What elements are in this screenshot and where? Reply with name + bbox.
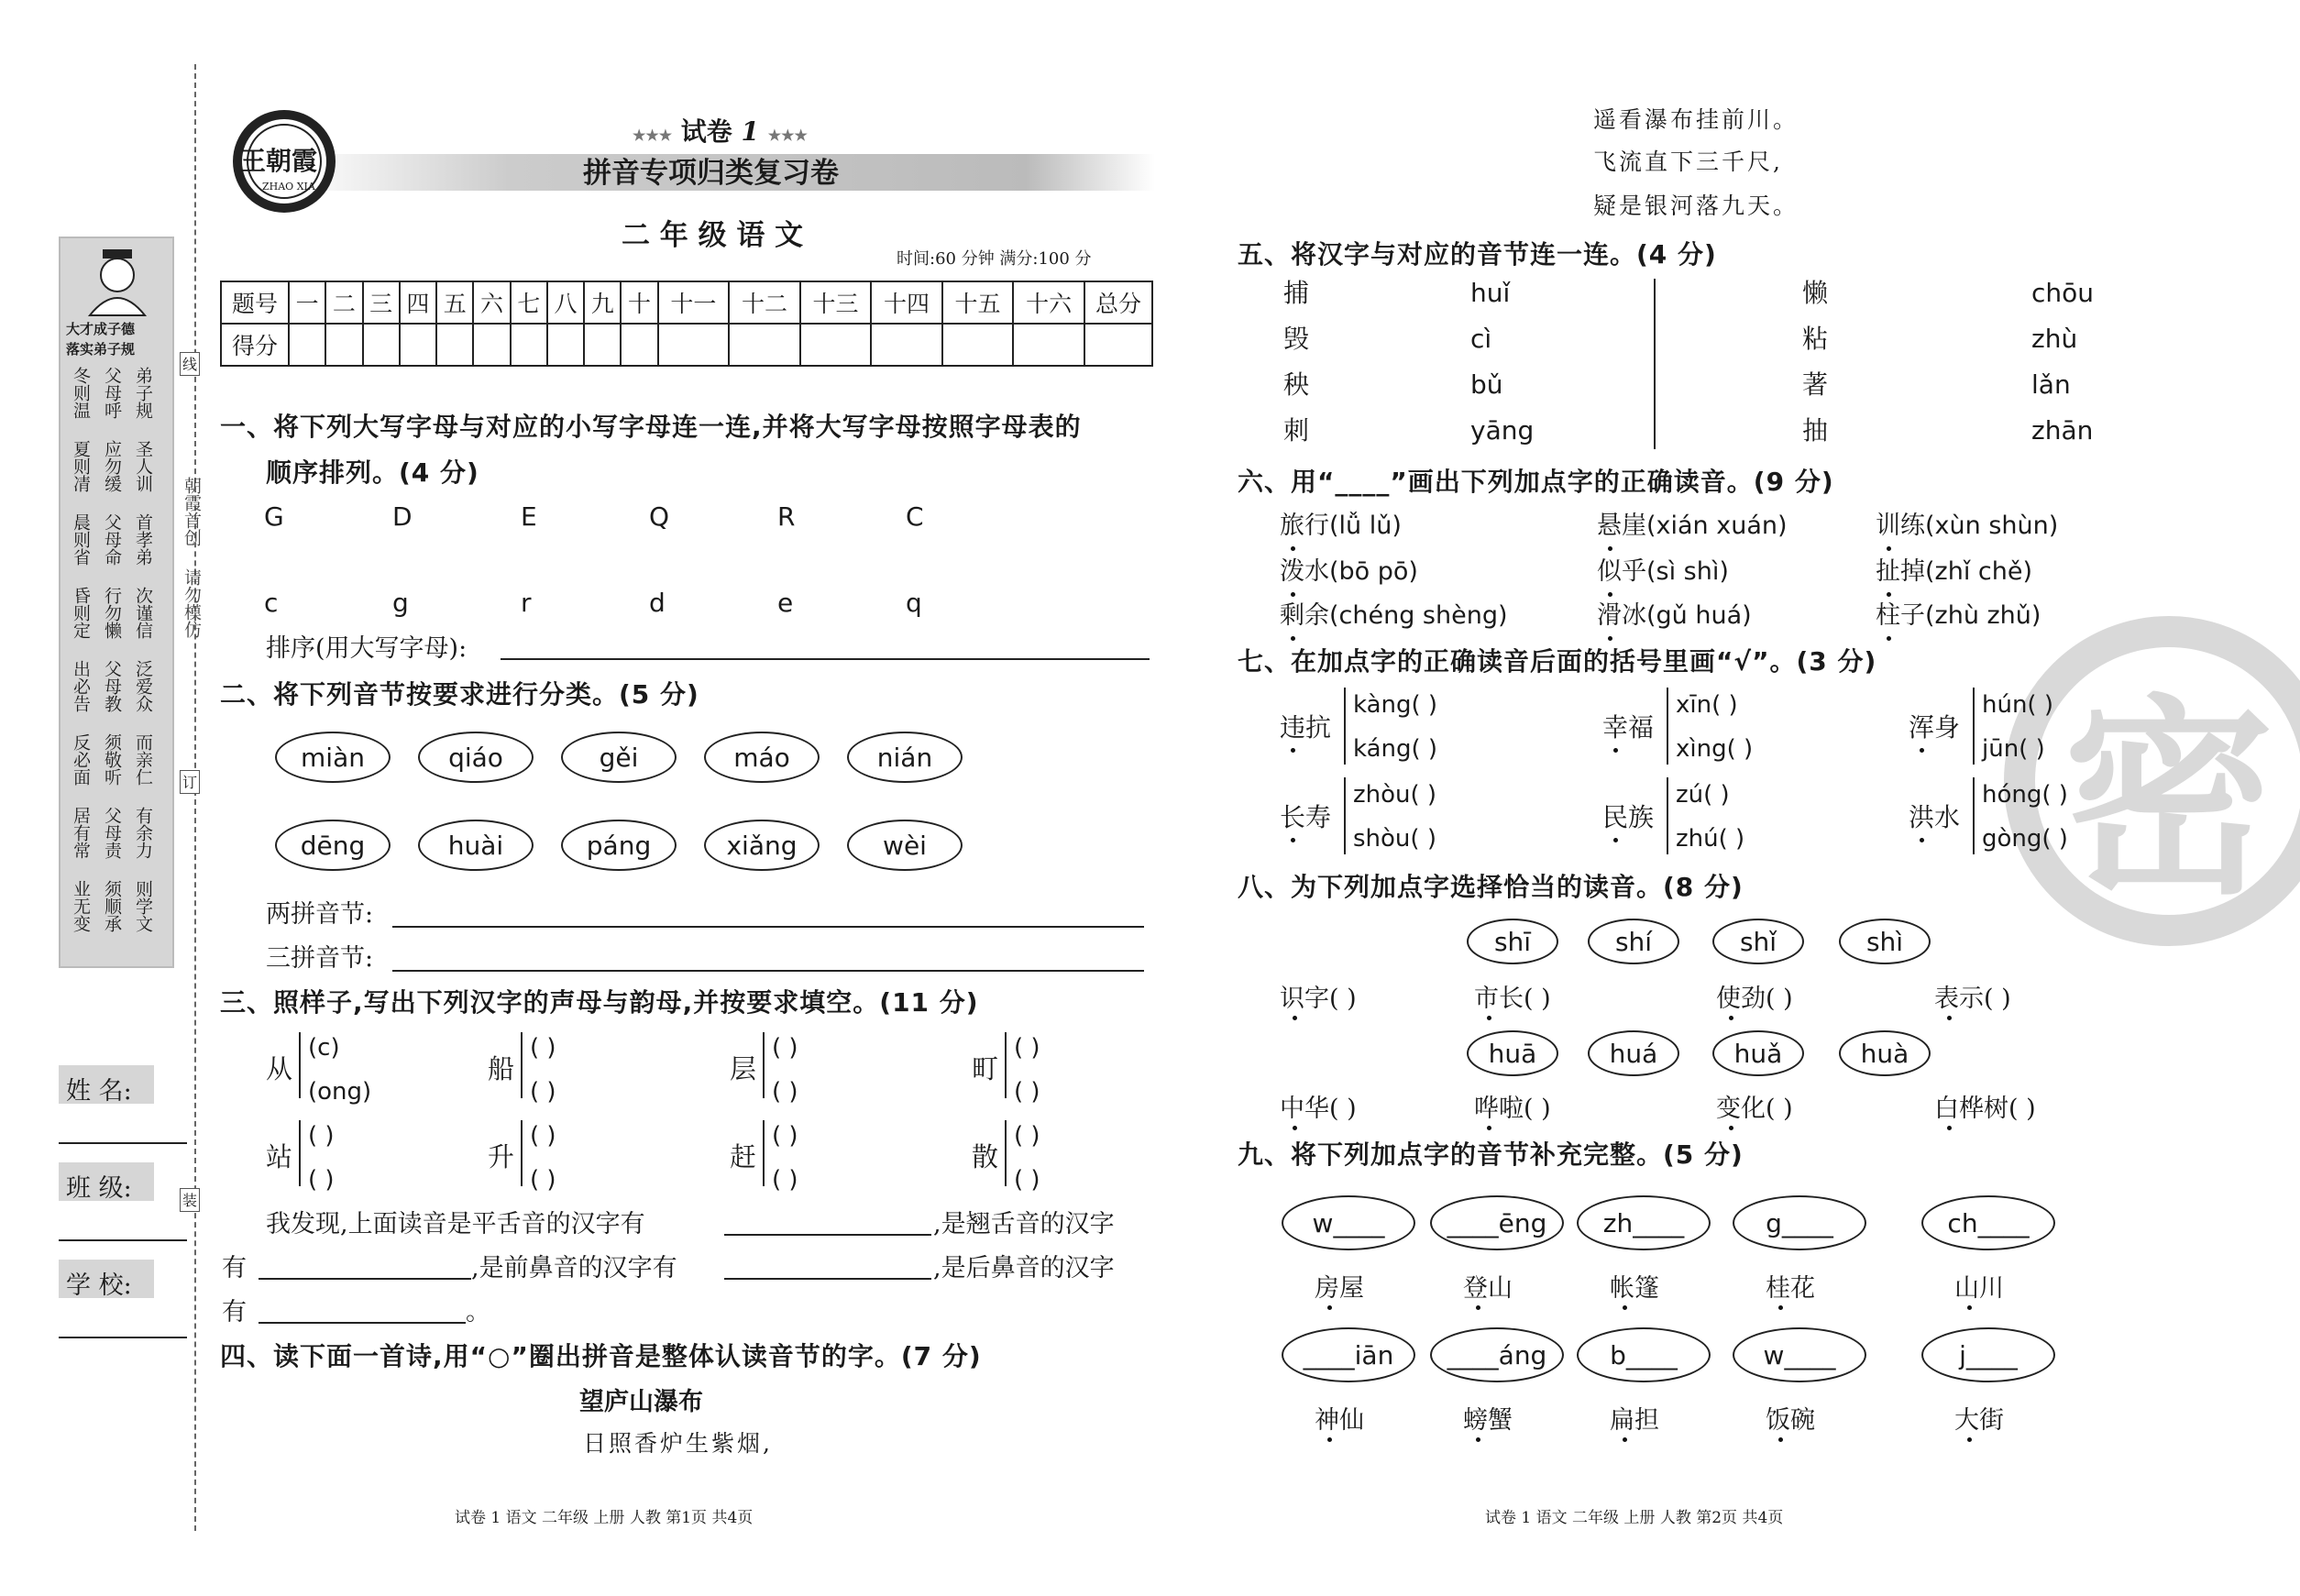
q3-char: 町 xyxy=(972,1053,999,1084)
emphasis-dot-q6 xyxy=(1608,592,1612,597)
q5-char[interactable]: 毁 xyxy=(1283,324,1310,354)
q3-blank-initial[interactable]: ( ) xyxy=(772,1034,798,1062)
q3-blank4[interactable] xyxy=(259,1322,466,1324)
score-cell[interactable] xyxy=(289,324,325,366)
score-header-cell: 十四 xyxy=(871,281,942,324)
q3-char: 站 xyxy=(266,1141,293,1172)
q5-char[interactable]: 懒 xyxy=(1802,278,1829,308)
poem-line-1: 日照香炉生紫烟, xyxy=(583,1430,773,1457)
star-icon: ★★★ xyxy=(767,127,808,144)
score-header-cell: 十一 xyxy=(658,281,730,324)
emphasis-dot-q7 xyxy=(1291,838,1295,842)
q3-blank-final[interactable]: ( ) xyxy=(1014,1166,1040,1194)
q5-syllable[interactable]: huǐ xyxy=(1470,278,1511,308)
brace-icon xyxy=(1344,777,1351,854)
motto-column: 晨则省 xyxy=(71,513,91,566)
q3-char: 赶 xyxy=(730,1141,757,1172)
q7-word: 民族 xyxy=(1602,802,1655,832)
score-cell[interactable] xyxy=(547,324,584,366)
q7-option[interactable]: káng( ) xyxy=(1353,735,1438,763)
q9-word: 房屋 xyxy=(1315,1274,1364,1303)
q7-option[interactable]: jūn( ) xyxy=(1982,735,2045,763)
q2-title: 二、将下列音节按要求进行分类。(5 分) xyxy=(220,679,699,710)
vertical-label-1: 朝霞首创 xyxy=(182,477,202,546)
score-header-cell: 一 xyxy=(289,281,325,324)
score-cell[interactable] xyxy=(1084,324,1152,366)
q7-option[interactable]: zú( ) xyxy=(1676,781,1730,809)
syllable-cloud: shí xyxy=(1588,919,1679,964)
q7-word: 洪水 xyxy=(1909,802,1961,832)
syllable-cloud: máo xyxy=(704,732,820,783)
brace-icon xyxy=(299,1120,306,1186)
q1-sort-field[interactable] xyxy=(501,658,1150,660)
name-label: 姓 名: xyxy=(59,1065,154,1104)
motto-column: 夏则凊 xyxy=(71,440,91,492)
syllable-cloud: huǎ xyxy=(1712,1030,1804,1076)
q2-label1: 两拼音节: xyxy=(266,900,374,929)
q8-item[interactable]: 识字( ) xyxy=(1280,985,1357,1013)
class-field[interactable] xyxy=(59,1239,187,1241)
q1-upper-letter[interactable]: Q xyxy=(649,501,670,532)
q9-word: 桂花 xyxy=(1766,1274,1815,1303)
motto-column: 则学文 xyxy=(133,880,153,932)
emphasis-dot-q8 xyxy=(1947,1016,1952,1020)
motto-column: 次谨信 xyxy=(133,587,153,639)
score-cell[interactable] xyxy=(584,324,621,366)
emphasis-dot-q6 xyxy=(1608,546,1612,551)
q3-blank-final[interactable]: ( ) xyxy=(1014,1078,1040,1106)
syllable-cloud[interactable]: ____ēng xyxy=(1430,1195,1564,1250)
q3-fill2: ,是翘舌音的汉字 xyxy=(933,1210,1115,1238)
syllable-cloud[interactable]: g____ xyxy=(1733,1195,1866,1250)
q6-item[interactable]: 扯掉(zhǐ chě) xyxy=(1876,557,2033,586)
q3-blank-initial[interactable]: ( ) xyxy=(1014,1122,1040,1150)
syllable-cloud: huà xyxy=(1839,1030,1931,1076)
q5-syllable[interactable]: cì xyxy=(1470,324,1492,354)
syllable-cloud: miàn xyxy=(275,732,391,783)
score-cell[interactable] xyxy=(1013,324,1084,366)
logo-sub: ZHAO XIA xyxy=(262,181,315,193)
syllable-cloud: huá xyxy=(1588,1030,1679,1076)
score-cell[interactable] xyxy=(729,324,800,366)
poem-line-2: 遥看瀑布挂前川。 xyxy=(1593,106,1799,133)
score-cell[interactable] xyxy=(363,324,400,366)
q5-syllable[interactable]: zhān xyxy=(2031,415,2094,446)
q3-fill7: 。 xyxy=(466,1298,490,1326)
q3-example-final: (ong) xyxy=(308,1078,372,1106)
page-title: 拼音专项归类复习卷 xyxy=(583,157,839,190)
emphasis-dot-q6 xyxy=(1887,546,1891,551)
q1-lower-letter[interactable]: g xyxy=(392,588,409,618)
school-field[interactable] xyxy=(59,1337,187,1338)
q3-blank1[interactable] xyxy=(724,1234,931,1236)
q1-lower-letter[interactable]: e xyxy=(777,588,794,618)
motto-column: 业无变 xyxy=(71,880,91,932)
motto-column: 父母教 xyxy=(102,660,122,712)
motto-column: 泛爱众 xyxy=(133,660,153,712)
vertical-label-2: 请勿模仿 xyxy=(182,568,202,638)
motto-column: 行勿懒 xyxy=(102,587,122,639)
score-header-cell: 八 xyxy=(547,281,584,324)
motto-grid xyxy=(73,367,169,963)
motto-column: 反必面 xyxy=(71,733,91,786)
emphasis-dot-q8 xyxy=(1947,1126,1952,1130)
q3-fill5: ,是后鼻音的汉字 xyxy=(933,1254,1115,1282)
q5-char[interactable]: 抽 xyxy=(1802,415,1829,446)
motto-column: 首孝弟 xyxy=(133,513,153,566)
score-header-cell: 十五 xyxy=(942,281,1014,324)
score-header-cell: 四 xyxy=(400,281,436,324)
emphasis-dot-q9 xyxy=(1623,1437,1627,1442)
motto-column: 出必告 xyxy=(71,660,91,712)
q9-word: 神仙 xyxy=(1315,1406,1364,1435)
brace-icon xyxy=(1667,688,1674,765)
q3-blank2[interactable] xyxy=(259,1278,471,1280)
emphasis-dot-q9 xyxy=(1327,1437,1332,1442)
brace-icon xyxy=(1667,777,1674,854)
emphasis-dot-q6 xyxy=(1887,592,1891,597)
motto-column: 冬则温 xyxy=(71,367,91,419)
syllable-cloud: nián xyxy=(847,732,963,783)
score-cell[interactable] xyxy=(658,324,730,366)
q5-title: 五、将汉字与对应的音节连一连。(4 分) xyxy=(1238,239,1717,270)
q8-item[interactable]: 市长( ) xyxy=(1474,985,1551,1013)
q1-upper-letter[interactable]: C xyxy=(906,501,924,532)
emphasis-dot-q7 xyxy=(1613,838,1618,842)
score-table xyxy=(220,281,1153,367)
emphasis-dot-q7 xyxy=(1920,748,1924,753)
q3-char: 散 xyxy=(972,1141,999,1172)
q9-word: 螃蟹 xyxy=(1463,1406,1513,1435)
q5-char[interactable]: 捕 xyxy=(1283,278,1310,308)
q3-blank-final[interactable]: ( ) xyxy=(308,1166,335,1194)
q3-blank-initial[interactable]: ( ) xyxy=(1014,1034,1040,1062)
footer-right: 试卷 1 语文 二年级 上册 人教 第2页 共4页 xyxy=(1485,1509,1784,1527)
score-cell[interactable] xyxy=(800,324,872,366)
poem-title: 望庐山瀑布 xyxy=(579,1388,703,1416)
q6-item[interactable]: 似乎(sì shì) xyxy=(1597,557,1729,586)
score-cell[interactable] xyxy=(400,324,436,366)
motto-column: 应勿缓 xyxy=(102,440,122,492)
q1-title: 一、将下列大写字母与对应的小写字母连一连,并将大写字母按照字母表的 xyxy=(220,412,1082,442)
poem-line-4: 疑是银河落九天。 xyxy=(1593,193,1799,219)
emphasis-dot-q6 xyxy=(1608,636,1612,641)
subject: 二 年 级 语 文 xyxy=(622,219,804,252)
score-header-cell: 十二 xyxy=(729,281,800,324)
q9-word: 帐篷 xyxy=(1610,1274,1659,1303)
logo-text: 王朝霞 xyxy=(240,146,318,176)
q3-blank-final[interactable]: ( ) xyxy=(530,1078,556,1106)
q9-word: 山川 xyxy=(1954,1274,2004,1303)
q8-item[interactable]: 使劲( ) xyxy=(1716,985,1793,1013)
time-info: 时间:60 分钟 满分:100 分 xyxy=(897,249,1092,269)
q5-char[interactable]: 秧 xyxy=(1283,369,1310,400)
brace-icon xyxy=(763,1120,770,1186)
emphasis-dot-q8 xyxy=(1729,1126,1733,1130)
emphasis-dot-q8 xyxy=(1487,1126,1491,1130)
q1-upper-letter[interactable]: G xyxy=(264,501,284,532)
seal-char-2: 订 xyxy=(180,770,200,794)
sidebar-panel xyxy=(59,237,174,968)
q5-char[interactable]: 刺 xyxy=(1283,415,1310,446)
q9-word: 大街 xyxy=(1954,1406,2004,1435)
brace-icon xyxy=(521,1120,528,1186)
q7-option[interactable]: zhú( ) xyxy=(1676,825,1745,853)
score-header-cell: 六 xyxy=(473,281,510,324)
score-header-cell: 十 xyxy=(621,281,657,324)
q3-blank-final[interactable]: ( ) xyxy=(772,1078,798,1106)
motto-column: 圣人训 xyxy=(133,440,153,492)
emphasis-dot-q6 xyxy=(1291,546,1295,551)
q7-title: 七、在加点字的正确读音后面的括号里画“√”。(3 分) xyxy=(1238,646,1877,677)
q8-item[interactable]: 中华( ) xyxy=(1280,1095,1357,1123)
emphasis-dot-q9 xyxy=(1476,1305,1480,1310)
q7-option[interactable]: gòng( ) xyxy=(1982,825,2068,853)
syllable-cloud: shì xyxy=(1839,919,1931,964)
q9-title: 九、将下列加点字的音节补充完整。(5 分) xyxy=(1238,1139,1744,1170)
emphasis-dot-q9 xyxy=(1778,1437,1783,1442)
emphasis-dot-q7 xyxy=(1291,748,1295,753)
score-cell[interactable] xyxy=(473,324,510,366)
brace-icon xyxy=(763,1032,770,1098)
syllable-cloud: shī xyxy=(1467,919,1558,964)
syllable-cloud: xiǎng xyxy=(704,820,820,871)
q7-word: 浑身 xyxy=(1909,712,1961,743)
q6-title: 六、用“____”画出下列加点字的正确读音。(9 分) xyxy=(1238,467,1834,497)
emphasis-dot-q7 xyxy=(1920,838,1924,842)
emphasis-dot-q8 xyxy=(1293,1016,1297,1020)
score-header-cell: 五 xyxy=(436,281,473,324)
motto-column: 父母呼 xyxy=(102,367,122,419)
q7-option[interactable]: hóng( ) xyxy=(1982,781,2068,809)
q9-word: 扁担 xyxy=(1610,1406,1659,1435)
q6-item[interactable]: 悬崖(xián xuán) xyxy=(1597,512,1788,540)
q3-char: 层 xyxy=(730,1053,757,1084)
q1-upper-letter[interactable]: E xyxy=(521,501,537,532)
emphasis-dot-q9 xyxy=(1778,1305,1783,1310)
score-header-cell: 七 xyxy=(511,281,547,324)
brace-icon xyxy=(1973,688,1980,765)
q8-item[interactable]: 变化( ) xyxy=(1716,1095,1793,1123)
q3-fill1: 我发现,上面读音是平舌音的汉字有 xyxy=(266,1210,645,1238)
star-icon: ★★★ xyxy=(633,127,673,144)
poem-line-3: 飞流直下三千尺, xyxy=(1593,149,1783,175)
motto-column: 居有常 xyxy=(71,807,91,859)
motto-column: 昏则定 xyxy=(71,587,91,639)
q7-option[interactable]: kàng( ) xyxy=(1353,691,1438,719)
seal-char-3: 装 xyxy=(180,1188,200,1212)
seal-char-1: 线 xyxy=(180,352,200,376)
q5-syllable[interactable]: lǎn xyxy=(2031,369,2071,400)
syllable-cloud[interactable]: w____ xyxy=(1282,1195,1415,1250)
q3-fill3: 有 xyxy=(222,1254,247,1282)
syllable-cloud[interactable]: ____iān xyxy=(1282,1327,1415,1382)
score-header-cell: 十六 xyxy=(1013,281,1084,324)
q5-char[interactable]: 著 xyxy=(1802,369,1829,400)
binding-line xyxy=(194,64,196,1531)
q1-title-cont: 顺序排列。(4 分) xyxy=(266,457,479,488)
score-row-label: 得分 xyxy=(221,324,289,366)
q9-word: 饭碗 xyxy=(1766,1406,1815,1435)
q3-char: 升 xyxy=(488,1141,515,1172)
q5-syllable[interactable]: bǔ xyxy=(1470,369,1503,400)
q3-fill6: 有 xyxy=(222,1298,247,1326)
score-cell[interactable] xyxy=(511,324,547,366)
emphasis-dot-q6 xyxy=(1291,636,1295,641)
q7-option[interactable]: xīn( ) xyxy=(1676,691,1738,719)
syllable-cloud: wèi xyxy=(847,820,963,871)
q1-lower-letter[interactable]: r xyxy=(521,588,532,618)
q8-item[interactable]: 表示( ) xyxy=(1934,985,2011,1013)
motto-column: 父母命 xyxy=(102,513,122,566)
q8-item[interactable]: 白桦树( ) xyxy=(1934,1095,2036,1123)
emphasis-dot-q9 xyxy=(1327,1305,1332,1310)
mascot-line1: 大才成子德 xyxy=(66,321,136,337)
q5-divider xyxy=(1654,279,1656,449)
q6-item[interactable]: 训练(xùn shùn) xyxy=(1876,512,2059,540)
syllable-cloud: páng xyxy=(561,820,677,871)
q7-word: 长寿 xyxy=(1280,802,1332,832)
q1-lower-letter[interactable]: c xyxy=(264,588,279,618)
q3-char: 从 xyxy=(266,1053,293,1084)
syllable-cloud[interactable]: b____ xyxy=(1577,1327,1711,1382)
q3-blank3[interactable] xyxy=(724,1278,931,1280)
motto-column: 弟子规 xyxy=(133,367,153,419)
q6-item[interactable]: 柱子(zhù zhǔ) xyxy=(1876,601,2041,630)
syllable-cloud: huài xyxy=(418,820,534,871)
q6-item[interactable]: 旅行(lǚ lǔ) xyxy=(1280,512,1402,540)
q2-label2: 三拼音节: xyxy=(266,944,374,973)
q7-option[interactable]: hún( ) xyxy=(1982,691,2053,719)
motto-column: 而亲仁 xyxy=(133,733,153,786)
motto-column: 须敬听 xyxy=(102,733,122,786)
score-header-row xyxy=(221,281,1152,324)
brace-icon xyxy=(1344,688,1351,765)
q6-item[interactable]: 泼水(bō pō) xyxy=(1280,557,1418,586)
emphasis-dot-q7 xyxy=(1613,748,1618,753)
q3-fill4: ,是前鼻音的汉字有 xyxy=(471,1254,677,1282)
mascot-line2: 落实弟子规 xyxy=(66,341,136,358)
syllable-cloud[interactable]: j____ xyxy=(1921,1327,2055,1382)
emphasis-dot-q9 xyxy=(1967,1305,1972,1310)
brace-icon xyxy=(299,1032,306,1098)
brace-icon xyxy=(1005,1032,1012,1098)
score-cell[interactable] xyxy=(871,324,942,366)
motto-column: 有余力 xyxy=(133,807,153,859)
score-cell[interactable] xyxy=(436,324,473,366)
q3-title: 三、照样子,写出下列汉字的声母与韵母,并按要求填空。(11 分) xyxy=(220,987,979,1018)
q7-option[interactable]: shòu( ) xyxy=(1353,825,1436,853)
q9-word: 登山 xyxy=(1463,1274,1513,1303)
emphasis-dot-q6 xyxy=(1887,636,1891,641)
q2-field2[interactable] xyxy=(392,970,1144,972)
emphasis-dot-q8 xyxy=(1487,1016,1491,1020)
q5-syllable[interactable]: zhù xyxy=(2031,324,2078,354)
syllable-cloud[interactable]: zh____ xyxy=(1577,1195,1711,1250)
motto-column: 父母责 xyxy=(102,807,122,859)
brace-icon xyxy=(521,1032,528,1098)
q5-syllable[interactable]: yāng xyxy=(1470,415,1535,446)
q8-title: 八、为下列加点字选择恰当的读音。(8 分) xyxy=(1238,872,1744,902)
syllable-cloud: gěi xyxy=(561,732,677,783)
q3-blank-initial[interactable]: ( ) xyxy=(530,1034,556,1062)
q4-title: 四、读下面一首诗,用“○”圈出拼音是整体认读音节的字。(7 分) xyxy=(220,1341,982,1371)
q3-blank-initial[interactable]: ( ) xyxy=(772,1122,798,1150)
score-header-cell: 题号 xyxy=(221,281,289,324)
q7-option[interactable]: zhòu( ) xyxy=(1353,781,1437,809)
q1-upper-letter[interactable]: R xyxy=(777,501,796,532)
q8-item[interactable]: 哗啦( ) xyxy=(1474,1095,1551,1123)
q1-lower-letter[interactable]: q xyxy=(906,588,922,618)
score-header-cell: 十三 xyxy=(800,281,872,324)
brace-icon xyxy=(1005,1120,1012,1186)
syllable-cloud[interactable]: ____áng xyxy=(1430,1327,1564,1382)
q1-sort-label: 排序(用大写字母): xyxy=(266,634,468,663)
q1-lower-letter[interactable]: d xyxy=(649,588,666,618)
paper-label: ★★★ 试卷 1 ★★★ xyxy=(633,116,808,147)
class-label: 班 级: xyxy=(59,1162,154,1201)
confidential-watermark: 密 xyxy=(2004,616,2300,946)
score-header-cell: 总分 xyxy=(1084,281,1152,324)
syllable-cloud: shǐ xyxy=(1712,919,1804,964)
footer-left: 试卷 1 语文 二年级 上册 人教 第1页 共4页 xyxy=(455,1509,754,1527)
score-cell[interactable] xyxy=(942,324,1014,366)
q7-word: 违抗 xyxy=(1280,712,1332,743)
mascot-icon xyxy=(81,244,154,317)
name-field[interactable] xyxy=(59,1142,187,1144)
emphasis-dot-q8 xyxy=(1729,1016,1733,1020)
score-input-row xyxy=(221,324,1152,366)
emphasis-dot-q9 xyxy=(1476,1437,1480,1442)
score-header-cell: 二 xyxy=(325,281,362,324)
motto-column: 须顺承 xyxy=(102,880,122,932)
emphasis-dot-q6 xyxy=(1291,592,1295,597)
syllable-cloud: dēng xyxy=(275,820,391,871)
school-label: 学 校: xyxy=(59,1260,154,1298)
q7-option[interactable]: xìng( ) xyxy=(1676,735,1754,763)
q3-char: 船 xyxy=(488,1053,515,1084)
q6-item[interactable]: 滑冰(gǔ huá) xyxy=(1597,601,1752,630)
syllable-cloud: qiáo xyxy=(418,732,534,783)
score-cell[interactable] xyxy=(621,324,657,366)
q3-blank-initial[interactable]: ( ) xyxy=(308,1122,335,1150)
q7-word: 幸福 xyxy=(1602,712,1655,743)
syllable-cloud[interactable]: ch____ xyxy=(1921,1195,2055,1250)
score-header-cell: 九 xyxy=(584,281,621,324)
emphasis-dot-q8 xyxy=(1293,1126,1297,1130)
score-header-cell: 三 xyxy=(363,281,400,324)
score-cell[interactable] xyxy=(325,324,362,366)
q3-example-initial: (c) xyxy=(308,1034,340,1062)
emphasis-dot-q9 xyxy=(1623,1305,1627,1310)
q6-item[interactable]: 剩余(chéng shèng) xyxy=(1280,601,1508,630)
syllable-cloud[interactable]: w____ xyxy=(1733,1327,1866,1382)
brace-icon xyxy=(1973,777,1980,854)
syllable-cloud: huā xyxy=(1467,1030,1558,1076)
q3-blank-initial[interactable]: ( ) xyxy=(530,1122,556,1150)
q3-blank-final[interactable]: ( ) xyxy=(530,1166,556,1194)
q5-syllable[interactable]: chōu xyxy=(2031,278,2095,308)
q1-upper-letter[interactable]: D xyxy=(392,501,413,532)
q2-field1[interactable] xyxy=(392,926,1144,928)
q5-char[interactable]: 粘 xyxy=(1802,324,1829,354)
q3-blank-final[interactable]: ( ) xyxy=(772,1166,798,1194)
emphasis-dot-q9 xyxy=(1967,1437,1972,1442)
